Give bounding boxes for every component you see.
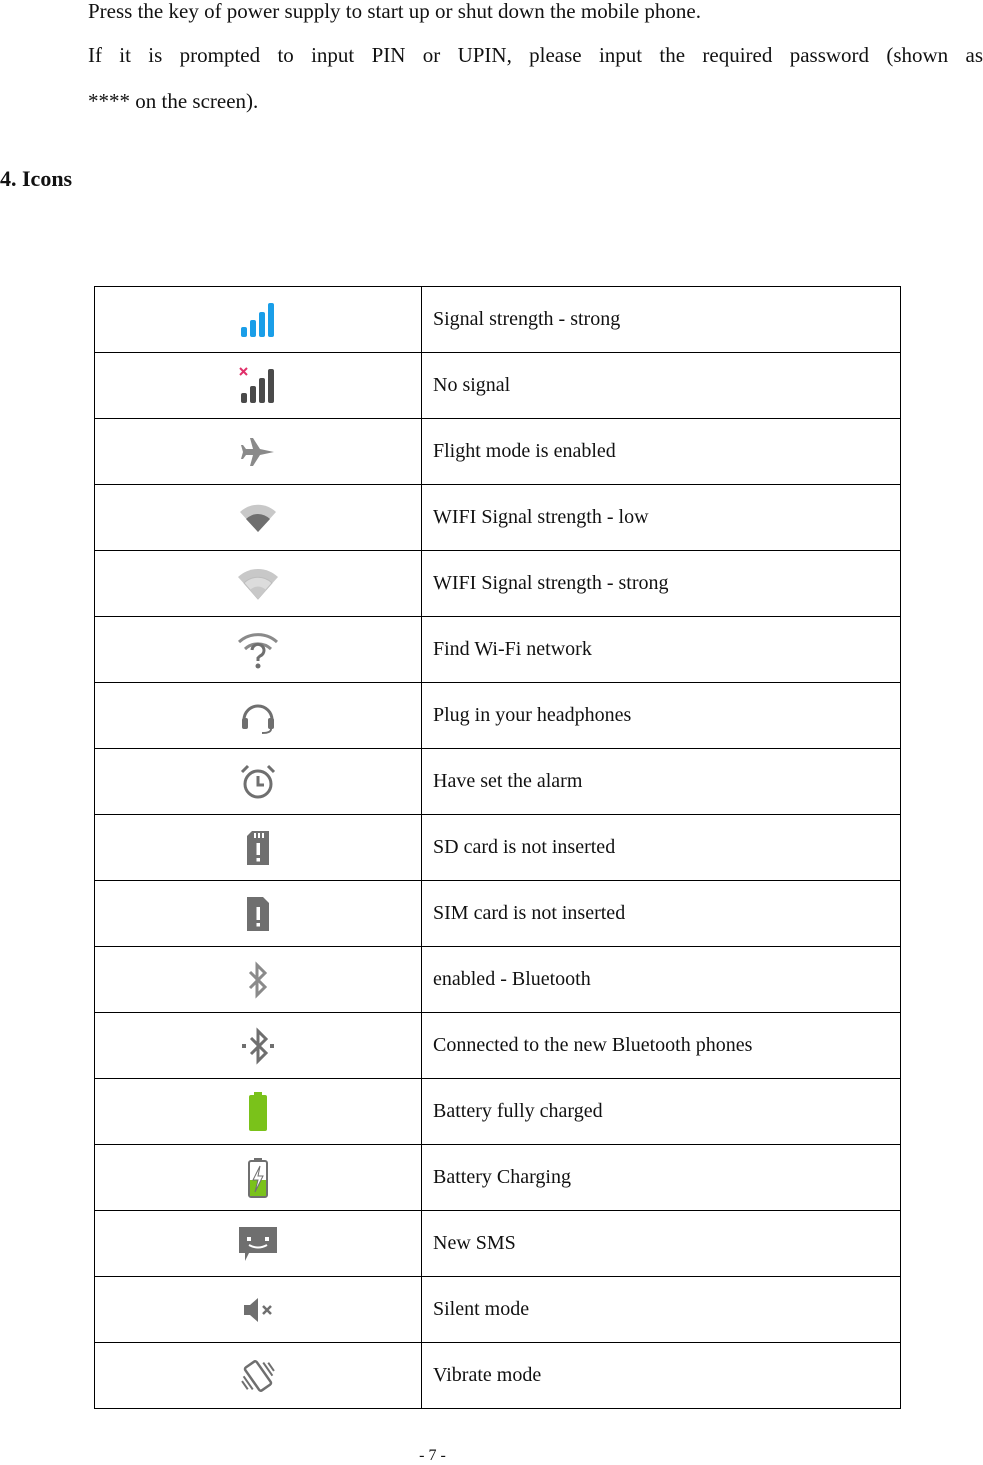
table-row (95, 683, 901, 749)
icon-description: Battery Charging (422, 1145, 901, 1211)
icon-description: Find Wi-Fi network (422, 617, 901, 683)
icon-description: Flight mode is enabled (422, 419, 901, 485)
icon-description: Plug in your headphones (422, 683, 901, 749)
icon-description: SIM card is not inserted (422, 881, 901, 947)
icon-description: Battery fully charged (422, 1079, 901, 1145)
icon-description: Vibrate mode (422, 1343, 901, 1409)
page-number: - 7 - (419, 1447, 446, 1464)
airplane-icon (95, 432, 421, 472)
battery-charging-icon (95, 1156, 421, 1200)
wifi-strong-icon (95, 564, 421, 604)
wifi-low-icon (95, 498, 421, 538)
icon-description: No signal (422, 353, 901, 419)
table-row (95, 815, 901, 881)
icons-table (94, 286, 901, 1409)
table-row (95, 419, 901, 485)
intro-line-1: Press the key of power supply to start up or shut down the mobile phone. (88, 0, 701, 23)
wifi-find-icon (95, 630, 421, 670)
icon-description: Have set the alarm (422, 749, 901, 815)
icon-description: Signal strength - strong (422, 287, 901, 353)
table-row (95, 881, 901, 947)
table-row (95, 749, 901, 815)
table-row (95, 1211, 901, 1277)
vibrate-icon (95, 1356, 421, 1396)
table-row (95, 617, 901, 683)
table-row (95, 1277, 901, 1343)
sim-card-alert-icon (95, 894, 421, 934)
battery-full-icon (95, 1090, 421, 1134)
table-row (95, 287, 901, 353)
silent-icon (95, 1290, 421, 1330)
icon-description: Silent mode (422, 1277, 901, 1343)
table-row (95, 485, 901, 551)
intro-line-2: If it is prompted to input PIN or UPIN, please input the required password (shown as (88, 43, 983, 67)
icon-description: Connected to the new Bluetooth phones (422, 1013, 901, 1079)
table-row (95, 1079, 901, 1145)
signal-strong-icon (95, 300, 421, 340)
icon-description: enabled - Bluetooth (422, 947, 901, 1013)
table-row (95, 1343, 901, 1409)
icon-description: WIFI Signal strength - strong (422, 551, 901, 617)
table-row (95, 551, 901, 617)
intro-line-3: **** on the screen). (88, 89, 259, 113)
alarm-clock-icon (95, 762, 421, 802)
icon-description: WIFI Signal strength - low (422, 485, 901, 551)
table-row (95, 1013, 901, 1079)
table-row (95, 353, 901, 419)
bluetooth-connected-icon (95, 1026, 421, 1066)
sms-icon (95, 1224, 421, 1264)
bluetooth-icon (95, 960, 421, 1000)
section-heading: 4. Icons (0, 166, 73, 191)
table-row (95, 1145, 901, 1211)
icon-description: SD card is not inserted (422, 815, 901, 881)
icon-description: New SMS (422, 1211, 901, 1277)
no-signal-icon (95, 366, 421, 406)
sd-card-alert-icon (95, 828, 421, 868)
table-row (95, 947, 901, 1013)
headset-icon (95, 696, 421, 736)
